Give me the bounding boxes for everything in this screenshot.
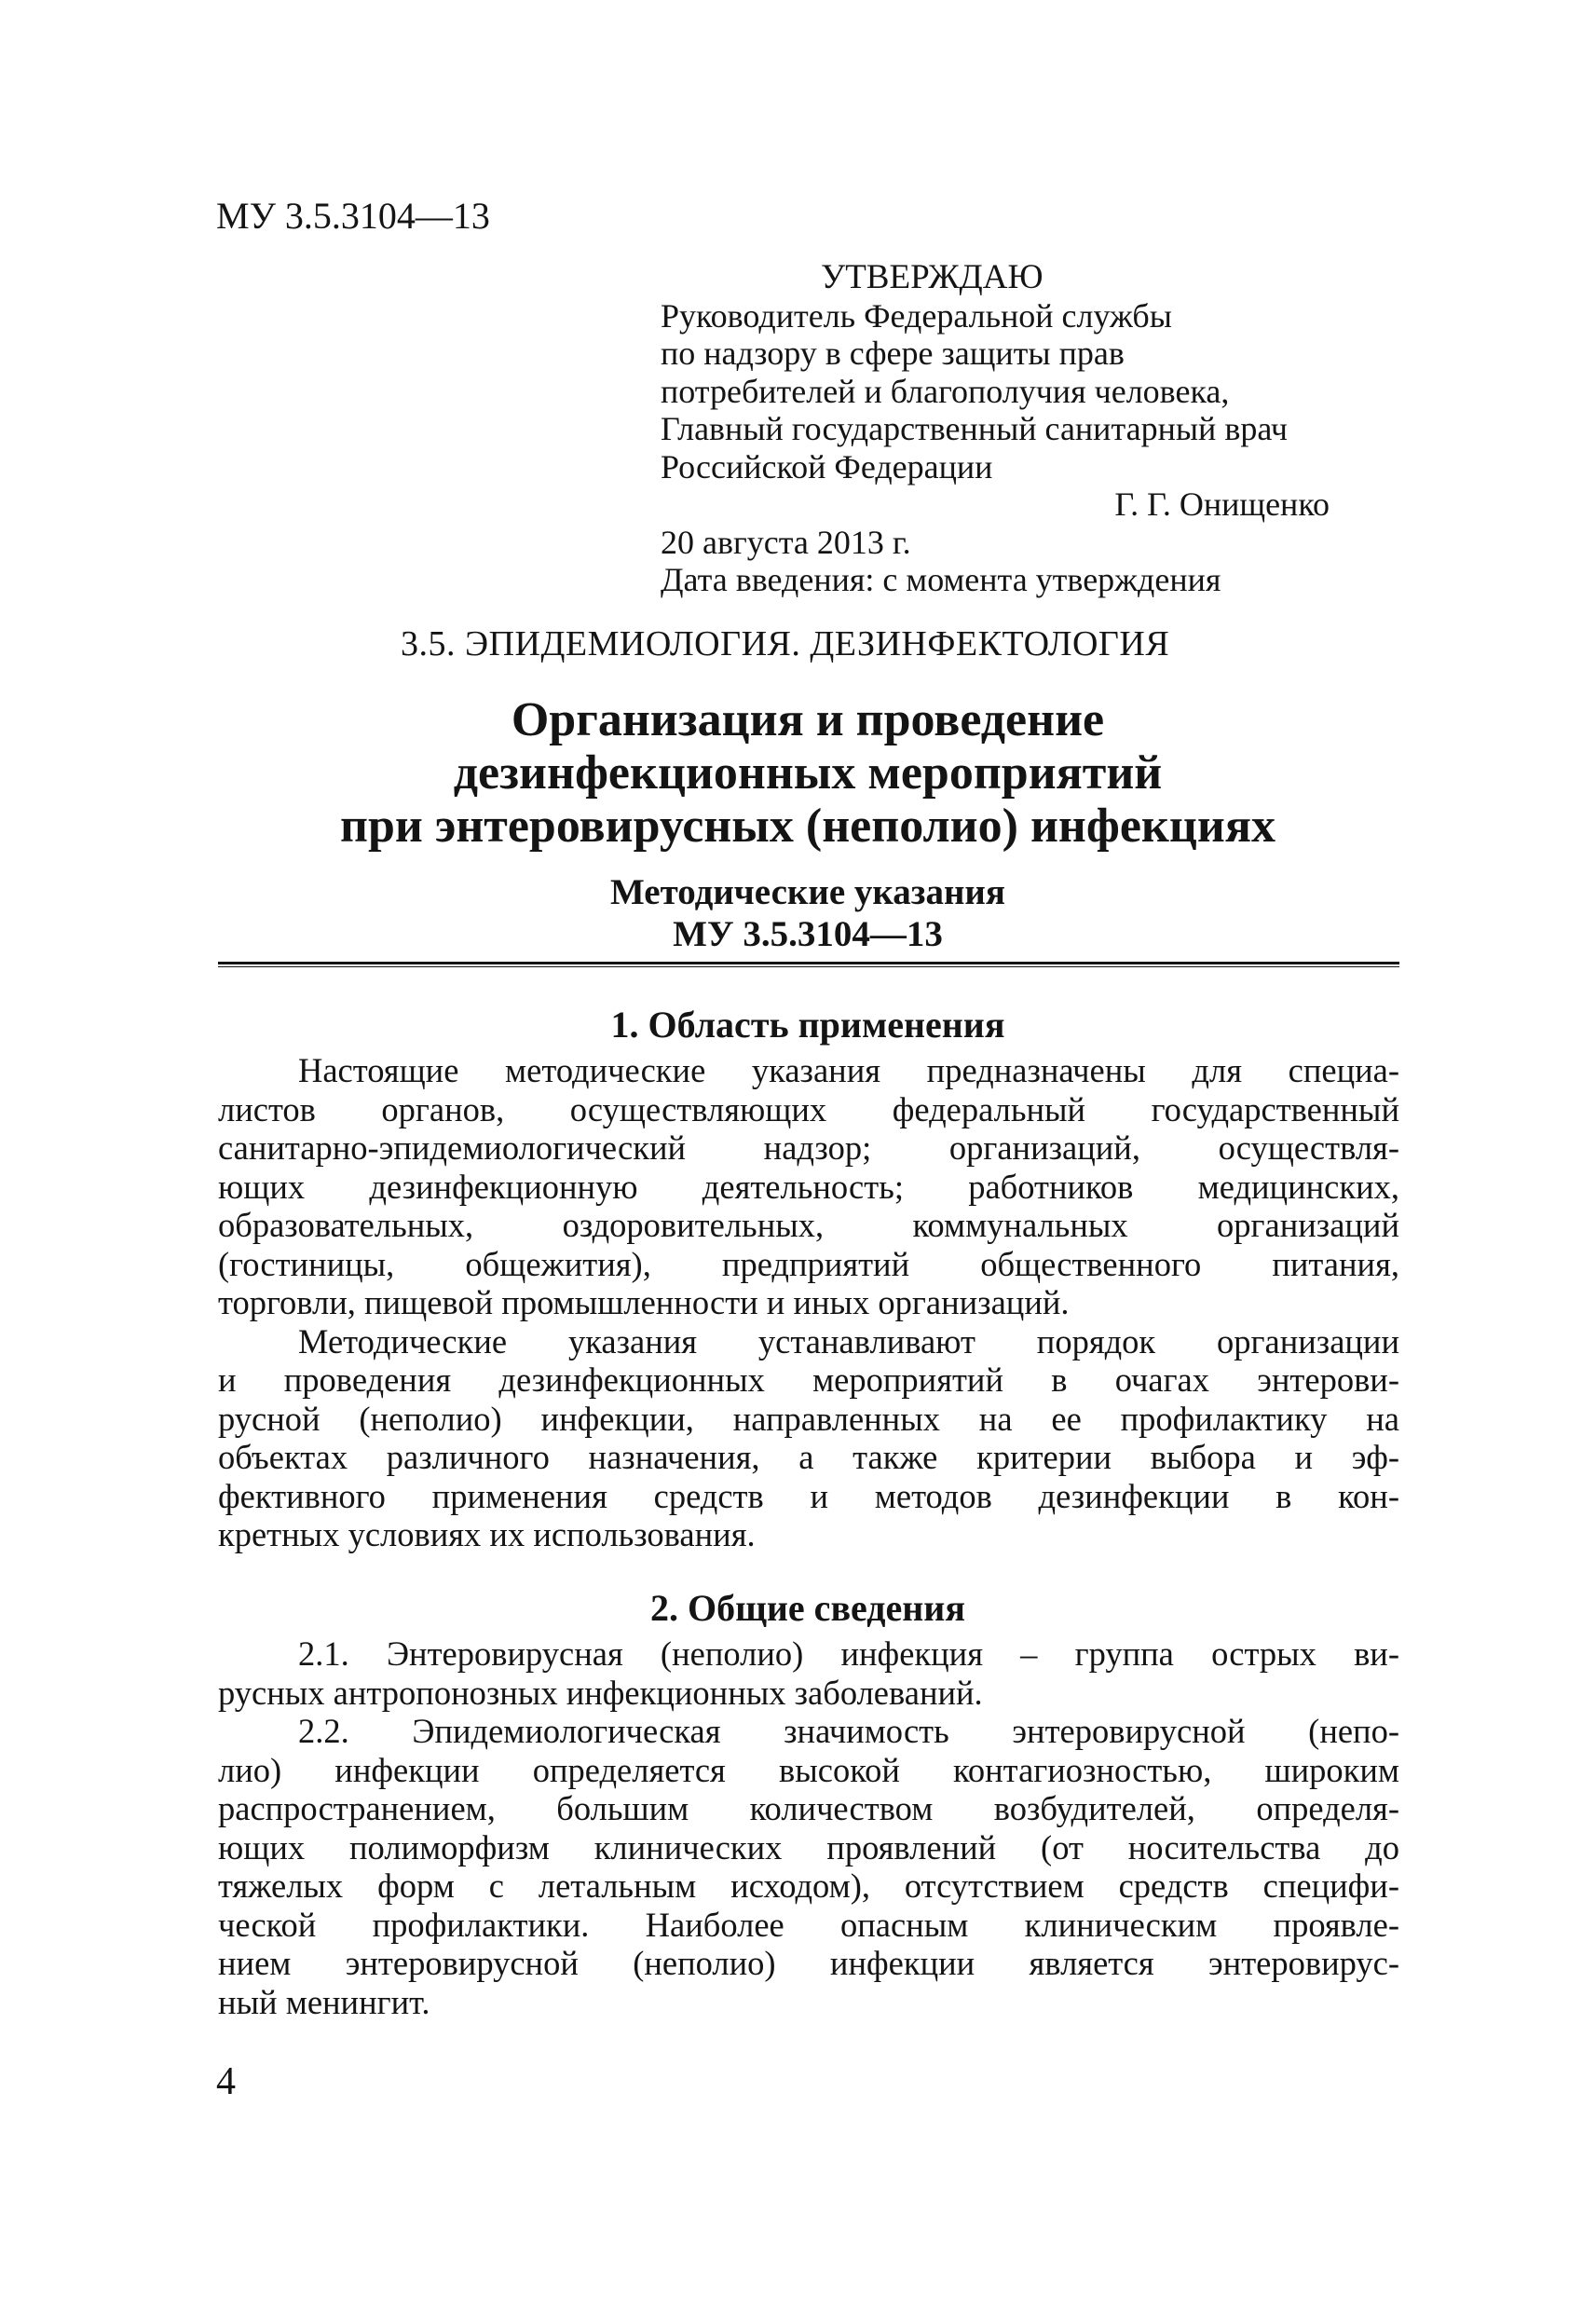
text-line: ющих дезинфекционную деятельность; работников медицинских,	[218, 1167, 1399, 1206]
text-line: 2.1. Энтеровирусная (неполио) инфекция – группа острых ви-	[298, 1634, 1399, 1673]
paragraph	[218, 1634, 1399, 1712]
text-line: листов органов, осуществляющих федеральный государственный	[218, 1089, 1399, 1128]
text-line: 2.2. Эпидемиологическая значимость энтеровирусной (непо-	[298, 1712, 1399, 1750]
approval-date: 20 августа 2013 г.	[661, 523, 911, 561]
text-line: распространением, большим количеством возбудителей, определя-	[218, 1789, 1399, 1827]
signatory-name: Г. Г. Онищенко	[1114, 485, 1330, 523]
paragraph	[218, 1051, 1399, 1322]
text-line: торговли, пищевой промышленности и иных организаций.	[218, 1283, 1070, 1321]
section-heading-scope: 1. Область применения	[610, 1004, 1005, 1046]
section-body-general	[218, 1634, 1399, 2021]
text-line: нием энтеровирусной (неполио) инфекции является энтеровирус-	[218, 1944, 1399, 1982]
text-line: фективного применения средств и методов дезинфекции в кон-	[218, 1476, 1399, 1515]
text-line: образовательных, оздоровительных, коммунальных организаций	[218, 1206, 1399, 1244]
approval-line: потребителей и благополучия человека,	[661, 372, 1230, 410]
document-code: МУ 3.5.3104—13	[216, 195, 490, 237]
text-line: кретных условиях их использования.	[218, 1515, 756, 1553]
approval-block	[661, 259, 1331, 599]
approval-line: Российской Федерации	[661, 447, 993, 485]
document-kind: Методические указания	[609, 872, 1005, 912]
text-line: (гостиницы, общежития), предприятий общественного питания,	[218, 1244, 1399, 1283]
text-line: Настоящие методические указания предназначены для специа-	[298, 1051, 1399, 1089]
document-title	[216, 693, 1399, 853]
section-heading-general: 2. Общие сведения	[650, 1587, 965, 1629]
section-body-scope	[218, 1051, 1399, 1554]
approval-heading: УТВЕРЖДАЮ	[821, 258, 1044, 296]
text-line: объектах различного назначения, а также критерии выбора и эф-	[218, 1438, 1399, 1476]
approval-line: по надзору в сфере защиты прав	[661, 335, 1125, 372]
text-line: и проведения дезинфекционных мероприятий в очагах энтерови-	[218, 1361, 1399, 1399]
text-line: русной (неполио) инфекции, направленных на ее профилактику на	[218, 1399, 1399, 1438]
title-divider	[218, 962, 1399, 967]
title-line: при энтеровирусных (неполио) инфекциях	[340, 800, 1275, 853]
text-line: лио) инфекции определяется высокой контагиозностью, широким	[218, 1750, 1399, 1789]
text-line: Методические указания устанавливают порядок организации	[298, 1321, 1399, 1361]
text-line: санитарно-эпидемиологический надзор; организаций, осуществля-	[218, 1128, 1399, 1167]
document-subtitle-code: МУ 3.5.3104—13	[673, 914, 943, 954]
section-classification: 3.5. ЭПИДЕМИОЛОГИЯ. ДЕЗИНФЕКТОЛОГИЯ	[401, 624, 1170, 663]
approval-line: Руководитель Федеральной службы	[661, 296, 1172, 335]
text-line: тяжелых форм с летальным исходом), отсутствием средств специфи-	[218, 1867, 1399, 1905]
text-line: ный менингит.	[218, 1982, 430, 2021]
text-line: ющих полиморфизм клинических проявлений (от носительства до	[218, 1827, 1399, 1867]
approval-line: Главный государственный санитарный врач	[661, 410, 1288, 447]
text-line: ческой профилактики. Наиболее опасным клиническим проявле-	[218, 1905, 1399, 1944]
title-line: дезинфекционных мероприятий	[453, 746, 1163, 800]
text-line: русных антропонозных инфекционных заболеваний.	[218, 1673, 983, 1712]
paragraph	[218, 1712, 1399, 2021]
title-line: Организация и проведение	[511, 693, 1105, 746]
paragraph	[218, 1322, 1399, 1554]
page-number: 4	[216, 2060, 236, 2103]
document-subtitle	[216, 871, 1399, 955]
effective-date: Дата введения: с момента утверждения	[661, 561, 1221, 598]
